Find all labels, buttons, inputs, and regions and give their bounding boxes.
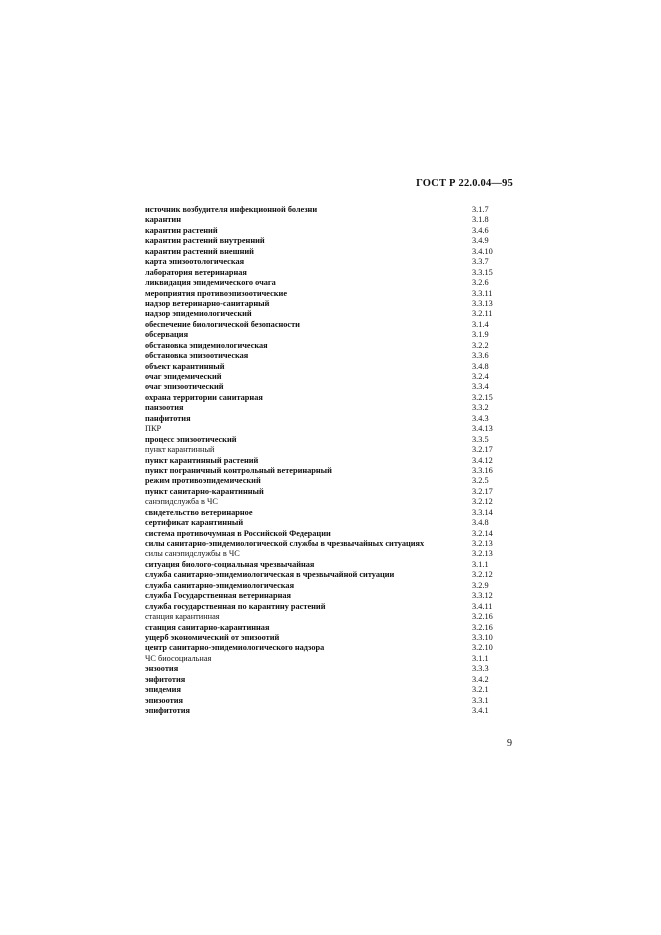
index-term: мероприятия противоэпизоотические (145, 288, 288, 298)
index-code: 3.1.1 (472, 559, 489, 569)
index-entry (145, 393, 505, 403)
index-entry (145, 623, 505, 633)
index-code: 3.1.8 (472, 215, 489, 225)
index-term: сертификат карантинный (145, 518, 244, 528)
index-entry (145, 414, 505, 424)
index-entry (145, 570, 505, 580)
index-entry (145, 466, 505, 476)
index-entry (145, 706, 505, 716)
index-code: 3.2.4 (472, 372, 489, 381)
index-code: 3.2.11 (472, 309, 493, 319)
index-entry (145, 487, 505, 497)
index-term: система противочумная в Российской Федерации (145, 528, 331, 538)
index-term: карантин растений внутренний (145, 236, 265, 246)
index-entry (145, 456, 505, 466)
index-entry (145, 549, 505, 559)
index-code: 3.2.14 (472, 528, 493, 538)
index-code: 3.2.12 (472, 570, 493, 580)
index-code: 3.2.1 (472, 685, 489, 695)
index-term: карантин (145, 215, 181, 225)
index-code: 3.3.7 (472, 257, 489, 267)
index-term: карантин растений внешний (145, 246, 254, 256)
index-term: пункт карантинный растений (145, 455, 259, 465)
index-entry (145, 268, 505, 278)
index-entry (145, 664, 505, 674)
index-term: центр санитарно-эпидемиологического надзора (145, 643, 325, 653)
index-term: станция санитарно-карантинная (145, 622, 270, 632)
index-code: 3.2.16 (472, 622, 493, 632)
index-term: служба государственная по карантину растений (145, 601, 326, 611)
index-term: режим противоэпидемический (145, 476, 261, 486)
index-term: энфитотия (145, 674, 186, 684)
index-entry (145, 696, 505, 706)
index-code: 3.2.10 (472, 643, 493, 653)
index-code: 3.4.6 (472, 225, 489, 235)
index-entry (145, 612, 505, 622)
index-term: ущерб экономический от эпизоотий (145, 632, 280, 642)
index-code: 3.4.13 (472, 424, 493, 434)
index-term: обстановка эпидемиологическая (145, 340, 268, 350)
index-entry (145, 309, 505, 319)
index-code: 3.3.11 (472, 288, 493, 298)
index-code: 3.2.13 (472, 549, 493, 559)
index-entry (145, 341, 505, 351)
index-entry (145, 226, 505, 236)
index-entry (145, 581, 505, 591)
index-term: надзор ветеринарно-санитарный (145, 298, 270, 308)
index-term: очаг эпидемический (145, 372, 222, 381)
index-entry (145, 539, 505, 549)
index-code: 3.2.16 (472, 612, 493, 622)
index-code: 3.2.15 (472, 392, 493, 402)
index-entry (145, 654, 505, 664)
index-term: объект карантинный (145, 361, 225, 371)
index-term: панзоотия (145, 403, 184, 413)
index-entry (145, 560, 505, 570)
index-code: 3.3.1 (472, 695, 489, 705)
index-entry (145, 476, 505, 486)
index-term: свидетельство ветеринарное (145, 507, 253, 517)
index-code: 3.4.11 (472, 601, 493, 611)
index-term: санэпидслужба в ЧС (145, 497, 218, 507)
index-entry (145, 205, 505, 215)
index-code: 3.3.16 (472, 465, 493, 475)
index-entry (145, 633, 505, 643)
index-entry (145, 529, 505, 539)
index-entry (145, 685, 505, 695)
index-code: 3.4.2 (472, 674, 489, 684)
index-term: карантин растений (145, 225, 218, 235)
index-term: эпифитотия (145, 706, 191, 715)
index-code: 3.3.15 (472, 267, 493, 277)
index-term: лаборатория ветеринарная (145, 267, 247, 277)
index-term: пункт пограничный контрольный ветеринарный (145, 465, 332, 475)
index-code: 3.2.17 (472, 445, 493, 455)
index-code: 3.3.12 (472, 591, 493, 601)
index-term: обстановка эпизоотическая (145, 351, 249, 361)
index-entry (145, 351, 505, 361)
index-term: пункт карантинный (145, 445, 215, 455)
index-code: 3.2.2 (472, 340, 489, 350)
index-entry (145, 382, 505, 392)
standard-header: ГОСТ Р 22.0.04—95 (416, 178, 513, 189)
index-entry (145, 497, 505, 507)
index-code: 3.4.9 (472, 236, 489, 246)
index-code: 3.1.9 (472, 330, 489, 340)
index-term: обеспечение биологической безопасности (145, 319, 300, 329)
index-term: источник возбудителя инфекционной болезни (145, 205, 318, 214)
index-term: карта эпизоотологическая (145, 257, 245, 267)
index-code: 3.3.13 (472, 298, 493, 308)
index-code: 3.3.10 (472, 632, 493, 642)
index-term: ситуация биолого-социальная чрезвычайная (145, 559, 315, 569)
index-term: служба Государственная ветеринарная (145, 591, 291, 601)
index-entry (145, 403, 505, 413)
index-term: служба санитарно-эпидемиологическая в чрезвычайной ситуации (145, 570, 395, 580)
index-term: пункт санитарно-карантинный (145, 486, 264, 496)
index-entry (145, 424, 505, 434)
index-code: 3.4.3 (472, 413, 489, 423)
index-entry (145, 518, 505, 528)
index-entry (145, 247, 505, 257)
index-term: станция карантинная (145, 612, 220, 622)
index-code: 3.4.12 (472, 455, 493, 465)
index-entry (145, 602, 505, 612)
index-code: 3.4.10 (472, 246, 493, 256)
index-code: 3.3.4 (472, 382, 489, 392)
index-term: ЧС биосоциальная (145, 653, 212, 663)
index-code: 3.3.6 (472, 351, 489, 361)
index-term: силы санэпидслужбы в ЧС (145, 549, 240, 559)
index-term: эпизоотия (145, 695, 183, 705)
index-term: служба санитарно-эпидемиологическая (145, 580, 295, 590)
index-entry (145, 236, 505, 246)
index-entry (145, 215, 505, 225)
index-code: 3.3.3 (472, 664, 489, 674)
index-term: надзор эпидемиологический (145, 309, 252, 319)
index-entry (145, 445, 505, 455)
index-entry (145, 372, 505, 382)
index-code: 3.4.8 (472, 518, 489, 528)
index-code: 3.2.9 (472, 580, 489, 590)
index-entry (145, 591, 505, 601)
index-term: очаг эпизоотический (145, 382, 224, 392)
index-code: 3.2.6 (472, 278, 489, 288)
index-term: ПКР (145, 424, 162, 434)
index-entry (145, 435, 505, 445)
index-entry (145, 257, 505, 267)
index-term: панфитотия (145, 413, 191, 423)
index-code: 3.3.2 (472, 403, 489, 413)
index-entry (145, 675, 505, 685)
term-index-list (145, 205, 505, 716)
index-term: процесс эпизоотический (145, 434, 237, 444)
index-term: энзоотия (145, 664, 179, 674)
index-code: 3.4.8 (472, 361, 489, 371)
index-code: 3.1.7 (472, 205, 489, 214)
index-entry (145, 508, 505, 518)
index-entry (145, 289, 505, 299)
index-code: 3.2.17 (472, 486, 493, 496)
index-entry (145, 362, 505, 372)
index-term: эпидемия (145, 685, 181, 695)
index-code: 3.2.12 (472, 497, 493, 507)
index-code: 3.3.14 (472, 507, 493, 517)
index-entry (145, 299, 505, 309)
index-term: силы санитарно-эпидемиологической службы в чрезвычайных ситуациях (145, 539, 425, 548)
index-entry (145, 320, 505, 330)
index-code: 3.2.5 (472, 476, 489, 486)
index-entry (145, 278, 505, 288)
index-term: охрана территории санитарная (145, 392, 263, 402)
index-code: 3.1.4 (472, 319, 489, 329)
index-entry (145, 643, 505, 653)
index-code: 3.4.1 (472, 706, 489, 715)
index-code: 3.1.1 (472, 653, 489, 663)
index-code: 3.3.5 (472, 434, 489, 444)
index-term: обсервация (145, 330, 189, 340)
index-term: ликвидация эпидемического очага (145, 278, 276, 288)
page-number: 9 (507, 738, 512, 749)
index-entry (145, 330, 505, 340)
index-code: 3.2.13 (472, 539, 493, 548)
